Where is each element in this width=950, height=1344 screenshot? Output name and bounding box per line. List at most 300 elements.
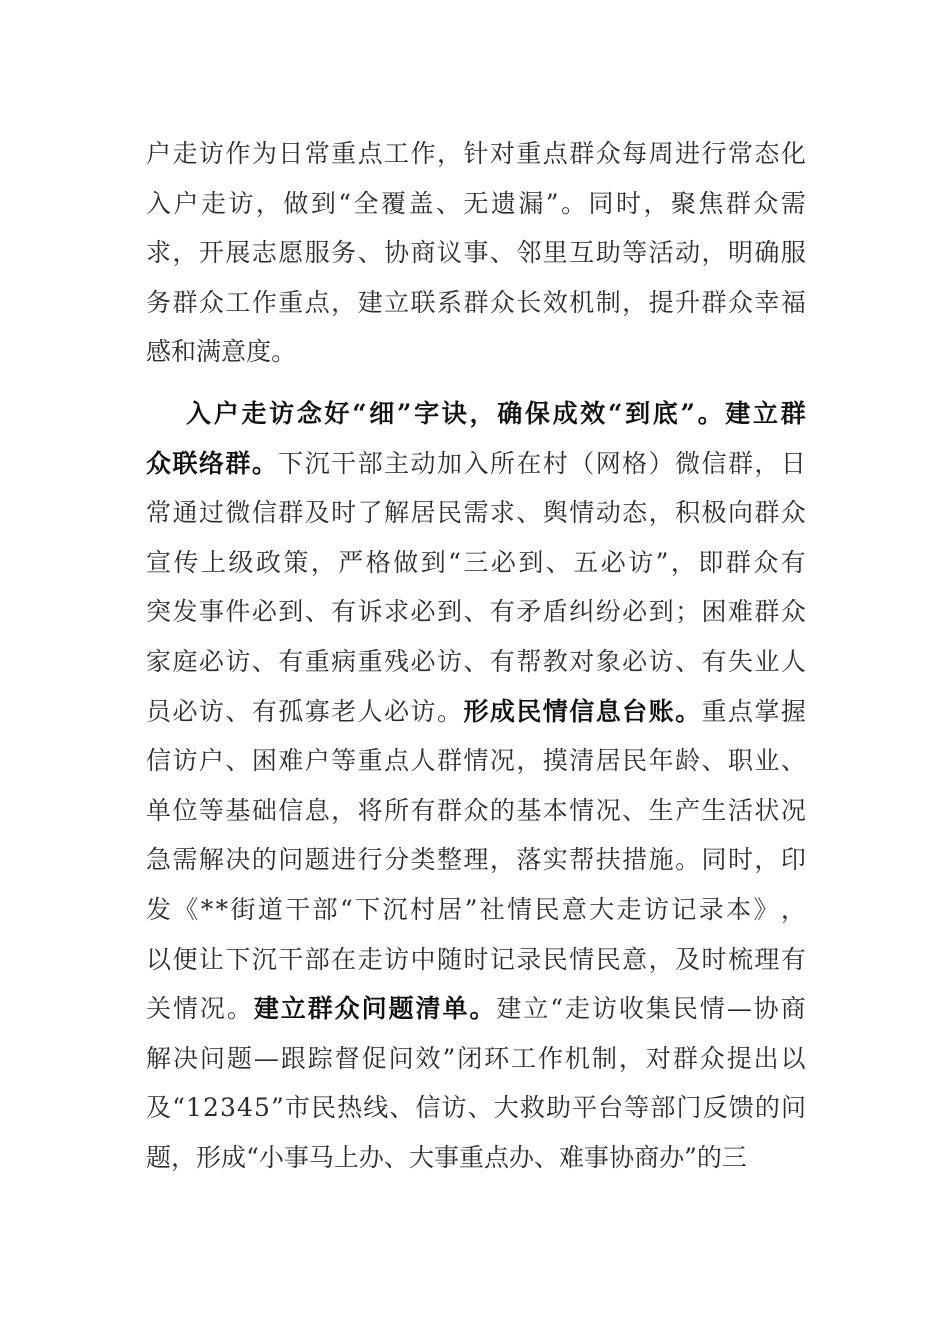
- text-char: 户: [146, 139, 172, 168]
- text-char: 必: [172, 696, 198, 726]
- text-char: 人: [410, 746, 436, 776]
- text-char: 助: [595, 238, 621, 268]
- text-char: 舆: [542, 498, 568, 528]
- text-char: 纠: [569, 597, 595, 627]
- text-char: 信: [415, 1093, 441, 1123]
- text-char: 满: [196, 337, 222, 367]
- text-char: 诉: [357, 597, 383, 627]
- bold-char: 建: [725, 398, 751, 428]
- text-char: 入: [146, 188, 172, 218]
- text-char: 商: [780, 994, 806, 1024]
- text-char: ，: [331, 287, 357, 317]
- text-char: 访: [628, 547, 654, 577]
- text-char: 立: [523, 994, 549, 1024]
- text-char: 积: [675, 498, 701, 528]
- text-char: 五: [573, 547, 599, 577]
- text-char: 摸: [542, 746, 568, 776]
- text-char: 情: [699, 994, 725, 1024]
- text-char: 困: [701, 597, 727, 627]
- text-char: 、: [622, 795, 648, 825]
- bold-char: 念: [296, 398, 322, 428]
- text-line: [146, 129, 806, 179]
- text-char: 群: [172, 287, 198, 317]
- text-char: ，: [516, 746, 542, 776]
- text-char: 老: [331, 696, 357, 726]
- text-char: 矛: [516, 597, 542, 627]
- text-char: 协: [609, 1142, 635, 1172]
- text-char: 必: [622, 646, 648, 676]
- text-char: 同: [588, 188, 614, 218]
- text-char: 部: [650, 1093, 676, 1123]
- text-char: 主: [384, 448, 410, 478]
- text-char: ；: [675, 597, 701, 627]
- text-char: 成: [221, 1142, 247, 1172]
- text-char: 干: [278, 944, 304, 974]
- text-char: 、: [225, 746, 251, 776]
- text-char: 等: [624, 1093, 650, 1123]
- text-char: 访: [648, 646, 674, 676]
- text-char: 发: [172, 597, 198, 627]
- text-char: 办: [659, 1142, 685, 1172]
- text-char: 的: [754, 1093, 780, 1123]
- text-char: 长: [516, 287, 542, 317]
- text-char: 重: [701, 696, 727, 726]
- text-line: [146, 687, 806, 737]
- text-char: 展: [225, 238, 251, 268]
- text-char: 求: [384, 597, 410, 627]
- text-char: 意: [622, 944, 648, 974]
- text-char: 情: [569, 795, 595, 825]
- bold-char: 建: [253, 994, 279, 1024]
- text-char: ，: [172, 238, 198, 268]
- paragraph: [146, 389, 806, 1183]
- text-char: 基: [516, 795, 542, 825]
- text-char: 群: [727, 448, 753, 478]
- text-char: 服: [304, 238, 330, 268]
- text-char: 行: [701, 139, 727, 168]
- text-char: 、: [357, 238, 383, 268]
- text-char: 、: [251, 646, 277, 676]
- text-char: 协: [384, 238, 410, 268]
- text-char: 况: [199, 994, 225, 1024]
- text-char: 重: [304, 646, 330, 676]
- text-char: 访: [198, 139, 224, 168]
- text-char: 动: [675, 238, 701, 268]
- text-char: 难: [278, 746, 304, 776]
- bold-char: 立: [280, 994, 306, 1024]
- text-char: 需: [172, 845, 198, 875]
- bold-char: 到: [625, 398, 651, 428]
- text-char: 聚: [670, 188, 696, 218]
- text-char: 严: [338, 547, 364, 577]
- text-char: 民: [542, 944, 568, 974]
- text-char: 助: [545, 1093, 571, 1123]
- text-char: 必: [251, 597, 277, 627]
- text-char: 龄: [675, 746, 701, 776]
- text-char: 居: [595, 746, 621, 776]
- text-char: 点: [357, 139, 383, 168]
- text-line: [146, 587, 806, 637]
- text-char: 街: [230, 894, 256, 924]
- text-char: 重: [458, 1142, 484, 1172]
- text-char: 重: [516, 139, 542, 168]
- text-char: 居: [410, 498, 436, 528]
- text-line: [146, 786, 806, 836]
- text-char: 生: [648, 795, 674, 825]
- text-line: [146, 637, 806, 687]
- text-char: 大: [589, 894, 615, 924]
- text-char: 周: [648, 139, 674, 168]
- text-char: 点: [304, 287, 330, 317]
- text-line: [146, 327, 806, 377]
- text-char: 常: [146, 498, 172, 528]
- text-char: 户: [173, 188, 199, 218]
- text-char: 福: [780, 287, 806, 317]
- text-char: 等: [198, 795, 224, 825]
- text-char: 。: [675, 845, 701, 875]
- text-char: ，: [670, 547, 696, 577]
- text-char: 升: [675, 287, 701, 317]
- text-line: [146, 835, 806, 885]
- text-char: 大: [493, 1093, 519, 1123]
- text-char: 马: [308, 1142, 334, 1172]
- text-char: 传: [173, 547, 199, 577]
- text-char: 形: [196, 1142, 222, 1172]
- text-char: 跟: [280, 1043, 306, 1073]
- text-char: 必: [410, 646, 436, 676]
- text-char: 题: [146, 1142, 172, 1172]
- text-char: 残: [384, 646, 410, 676]
- text-char: 联: [410, 287, 436, 317]
- text-char: 社: [479, 894, 505, 924]
- text-char: 访: [644, 894, 670, 924]
- text-char: 有: [251, 696, 277, 726]
- bold-char: 。: [675, 696, 701, 726]
- text-char: 务: [146, 287, 172, 317]
- text-char: 。: [271, 337, 297, 367]
- text-char: 级: [228, 547, 254, 577]
- text-char: 政: [255, 547, 281, 577]
- text-char: 访: [436, 646, 462, 676]
- text-char: ，: [648, 944, 674, 974]
- bold-char: 确: [497, 398, 523, 428]
- text-char: 有: [331, 597, 357, 627]
- text-char: 办: [358, 1142, 384, 1172]
- text-char: 。: [436, 696, 462, 726]
- bold-char: 形: [463, 696, 489, 726]
- text-line: [146, 935, 806, 985]
- text-char: 理: [754, 944, 780, 974]
- text-char: “: [550, 994, 564, 1024]
- text-char: 反: [702, 1093, 728, 1123]
- text-char: 本: [542, 795, 568, 825]
- text-char: 众: [699, 1043, 725, 1073]
- text-char: 工: [225, 287, 251, 317]
- text-char: 等: [331, 746, 357, 776]
- text-char: 帮: [516, 646, 542, 676]
- text-char: —: [726, 994, 752, 1024]
- bold-char: 立: [752, 398, 778, 428]
- text-char: ）: [648, 448, 674, 478]
- text-char: 位: [172, 795, 198, 825]
- text-char: 小: [258, 1142, 284, 1172]
- text-char: 对: [569, 646, 595, 676]
- text-char: 网: [595, 448, 621, 478]
- text-char: 众: [780, 597, 806, 627]
- text-char: 理: [463, 845, 489, 875]
- text-char: 失: [727, 646, 753, 676]
- text-char: 意: [221, 337, 247, 367]
- bold-char: 账: [648, 696, 674, 726]
- text-char: 点: [542, 139, 568, 168]
- text-char: 部: [312, 894, 338, 924]
- text-char: 群: [754, 498, 780, 528]
- text-char: 重: [278, 287, 304, 317]
- bold-char: 众: [146, 448, 172, 478]
- text-char: ，: [754, 448, 780, 478]
- text-char: 市: [284, 1093, 310, 1123]
- text-char: 协: [753, 994, 779, 1024]
- text-line: [146, 179, 806, 229]
- text-line: [146, 538, 806, 588]
- text-char: 机: [565, 1043, 591, 1073]
- bold-char: 络: [198, 448, 224, 478]
- text-char: 化: [780, 139, 806, 168]
- text-char: 情: [507, 894, 533, 924]
- text-char: 同: [701, 845, 727, 875]
- bold-char: 走: [241, 398, 267, 428]
- text-char: “: [172, 1093, 185, 1123]
- text-char: 难: [559, 1142, 585, 1172]
- text-char: 。: [226, 994, 252, 1024]
- text-char: 三: [721, 1142, 747, 1172]
- text-char: 众: [595, 139, 621, 168]
- text-char: 商: [634, 1142, 660, 1172]
- bold-char: 诀: [441, 398, 467, 428]
- text-char: 盾: [542, 597, 568, 627]
- text-char: 有: [410, 795, 436, 825]
- bold-char: 成: [489, 696, 515, 726]
- text-char: ”: [270, 1093, 284, 1123]
- text-char: 格: [365, 547, 391, 577]
- text-char: 病: [331, 646, 357, 676]
- text-char: 困: [251, 746, 277, 776]
- text-char: 《: [173, 894, 199, 924]
- text-char: 整: [436, 845, 462, 875]
- text-char: 问: [278, 845, 304, 875]
- text-char: 、: [489, 238, 515, 268]
- text-char: 单: [146, 795, 172, 825]
- bold-char: 效: [580, 398, 606, 428]
- bold-char: 好: [324, 398, 350, 428]
- text-char: “: [246, 1142, 259, 1172]
- text-char: 即: [698, 547, 724, 577]
- text-char: 动: [410, 448, 436, 478]
- text-line: [146, 736, 806, 786]
- text-char: 措: [622, 845, 648, 875]
- text-char: 意: [561, 894, 587, 924]
- text-char: 记: [671, 894, 697, 924]
- text-char: 促: [361, 1043, 387, 1073]
- text-char: 必: [622, 597, 648, 627]
- text-char: 业: [754, 646, 780, 676]
- text-line: [146, 1034, 806, 1084]
- text-char: 、: [383, 1142, 409, 1172]
- text-char: 常: [304, 139, 330, 168]
- text-char: 工: [511, 1043, 537, 1073]
- text-char: 点: [384, 746, 410, 776]
- text-char: 录: [516, 944, 542, 974]
- bold-char: 息: [595, 696, 621, 726]
- text-char: 沉: [251, 944, 277, 974]
- text-char: 访: [441, 1093, 467, 1123]
- text-char: ”: [545, 188, 559, 218]
- bold-char: “: [608, 398, 623, 428]
- text-char: 情: [463, 746, 489, 776]
- text-char: 村: [542, 448, 568, 478]
- text-char: 对: [645, 1043, 671, 1073]
- text-char: —: [253, 1043, 279, 1073]
- text-char: 让: [198, 944, 224, 974]
- text-char: 立: [384, 287, 410, 317]
- text-char: 覆: [380, 188, 406, 218]
- text-char: 事: [433, 1142, 459, 1172]
- bold-char: 问: [361, 994, 387, 1024]
- text-char: 到: [310, 188, 336, 218]
- text-char: 人: [357, 696, 383, 726]
- text-char: 作: [225, 139, 251, 168]
- text-char: 众: [198, 287, 224, 317]
- text-char: 作: [410, 139, 436, 168]
- text-char: ，: [489, 845, 515, 875]
- text-char: 的: [489, 795, 515, 825]
- text-char: 对: [489, 139, 515, 168]
- text-char: 踪: [307, 1043, 333, 1073]
- bold-char: 群: [225, 448, 251, 478]
- bold-char: 保: [524, 398, 550, 428]
- text-char: 握: [780, 696, 806, 726]
- text-char: 事: [463, 238, 489, 268]
- text-char: 民: [534, 894, 560, 924]
- text-char: 进: [675, 139, 701, 168]
- text-char: 干: [331, 448, 357, 478]
- text-char: 时: [727, 845, 753, 875]
- text-char: 随: [436, 944, 462, 974]
- bold-char: 众: [334, 994, 360, 1024]
- bold-char: 信: [569, 696, 595, 726]
- text-line: [146, 1133, 806, 1183]
- text-char: 、: [534, 1142, 560, 1172]
- text-char: 解: [146, 1043, 172, 1073]
- body-text: [146, 129, 806, 1182]
- text-char: 有: [489, 597, 515, 627]
- text-char: 活: [648, 238, 674, 268]
- text-char: 、: [780, 746, 806, 776]
- text-char: 题: [226, 1043, 252, 1073]
- text-char: 活: [727, 795, 753, 825]
- text-char: 群: [725, 188, 751, 218]
- text-char: 况: [489, 746, 515, 776]
- text-char: ，: [643, 188, 669, 218]
- text-char: 、: [701, 746, 727, 776]
- text-char: 家: [146, 646, 172, 676]
- text-char: 在: [331, 944, 357, 974]
- text-char: 时: [701, 944, 727, 974]
- text-char: 下: [355, 894, 381, 924]
- text-char: 了: [357, 498, 383, 528]
- text-char: 到: [436, 597, 462, 627]
- text-char: 策: [283, 547, 309, 577]
- text-char: 道: [257, 894, 283, 924]
- text-char: 日: [780, 448, 806, 478]
- text-char: 需: [463, 498, 489, 528]
- text-char: “: [338, 188, 352, 218]
- text-char: 效: [542, 287, 568, 317]
- text-char: 象: [595, 646, 621, 676]
- text-char: 年: [648, 746, 674, 776]
- text-char: 必: [198, 646, 224, 676]
- text-char: 信: [146, 746, 172, 776]
- text-char: 作: [251, 287, 277, 317]
- text-char: 为: [251, 139, 277, 168]
- text-char: 事: [283, 1142, 309, 1172]
- text-char: 庭: [172, 646, 198, 676]
- text-char: 日: [278, 139, 304, 168]
- text-char: 。: [561, 188, 587, 218]
- text-char: 民: [310, 1093, 336, 1123]
- text-char: ，: [622, 287, 648, 317]
- text-char: 做: [393, 547, 419, 577]
- text-char: 群: [569, 139, 595, 168]
- text-char: 4: [236, 1093, 253, 1123]
- text-char: 梳: [727, 944, 753, 974]
- text-char: 群: [754, 597, 780, 627]
- text-char: 漏: [518, 188, 544, 218]
- text-char: 分: [384, 845, 410, 875]
- text-char: 台: [598, 1093, 624, 1123]
- text-char: ”: [464, 894, 478, 924]
- text-char: 、: [463, 646, 489, 676]
- text-char: 无: [463, 188, 489, 218]
- text-char: 掌: [754, 696, 780, 726]
- text-char: 求: [146, 238, 172, 268]
- text-char: 众: [463, 795, 489, 825]
- text-char: 部: [357, 448, 383, 478]
- text-char: 重: [357, 646, 383, 676]
- text-char: 感: [146, 337, 172, 367]
- text-char: 职: [727, 746, 753, 776]
- text-char: 及: [146, 1093, 172, 1123]
- text-char: 等: [622, 238, 648, 268]
- text-char: 帮: [569, 845, 595, 875]
- text-char: 众: [727, 287, 753, 317]
- text-char: 解: [384, 498, 410, 528]
- text-char: 必: [410, 597, 436, 627]
- text-char: 行: [357, 845, 383, 875]
- text-char: 教: [542, 646, 568, 676]
- text-char: 问: [199, 1043, 225, 1073]
- text-char: 在: [516, 448, 542, 478]
- text-char: 、: [545, 547, 571, 577]
- text-char: 提: [726, 1043, 752, 1073]
- bold-char: 清: [415, 994, 441, 1024]
- text-char: 沉: [382, 894, 408, 924]
- paragraph: [146, 129, 806, 377]
- text-char: 群: [725, 547, 751, 577]
- text-char: 求: [489, 498, 515, 528]
- text-char: 、: [304, 597, 330, 627]
- text-char: 重: [357, 746, 383, 776]
